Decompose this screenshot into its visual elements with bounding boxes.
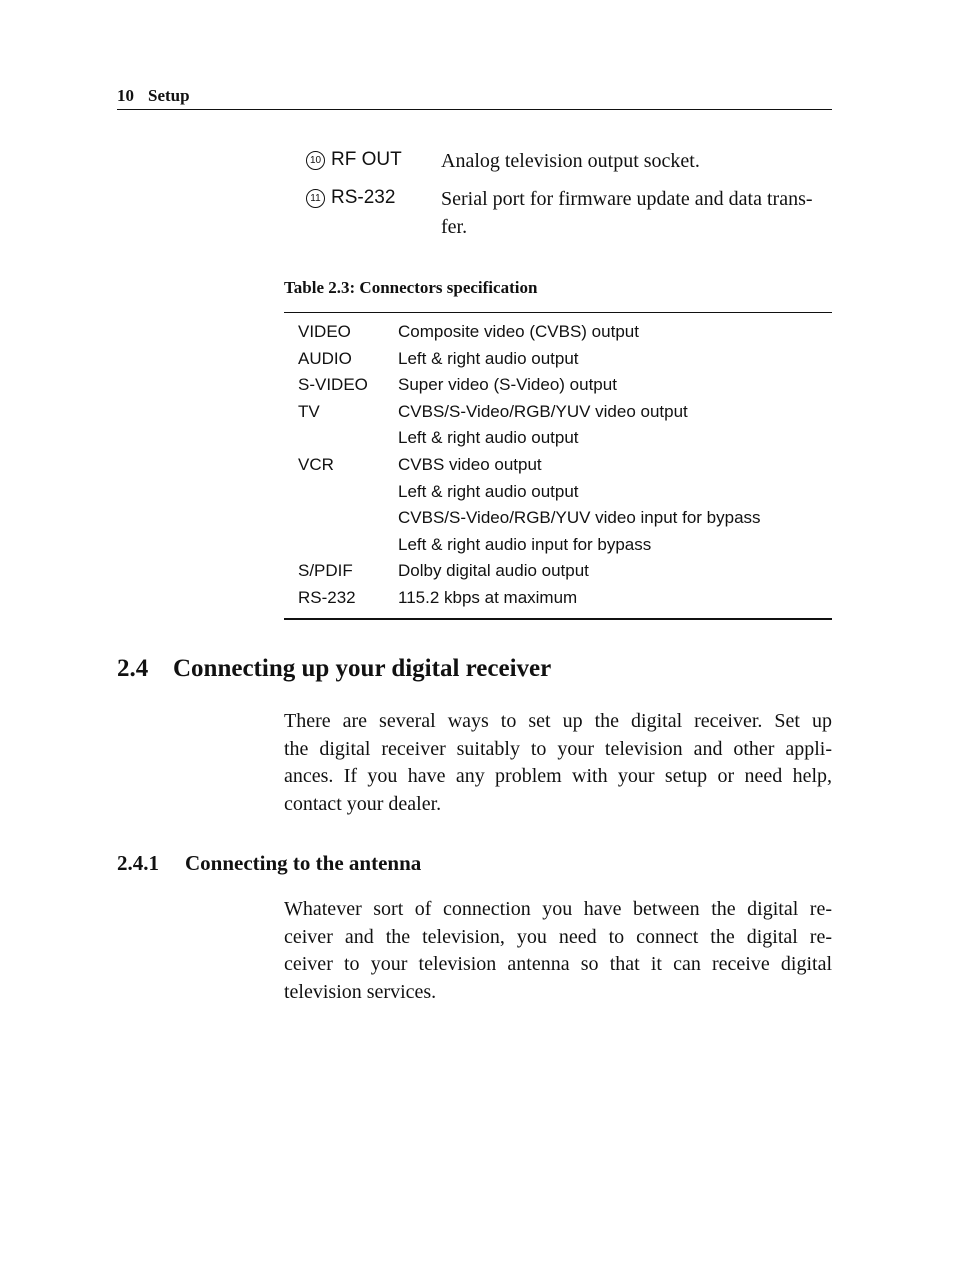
connector-cell: S/PDIF bbox=[298, 561, 353, 581]
table-row bbox=[284, 346, 832, 373]
table-row bbox=[284, 558, 832, 585]
table-row bbox=[284, 585, 832, 612]
subsection-heading bbox=[117, 851, 421, 876]
page-number: 10 bbox=[117, 86, 134, 105]
spec-cell: Dolby digital audio output bbox=[398, 561, 589, 581]
paragraph-line: There are several ways to set up the digital receiver. Set up bbox=[284, 710, 832, 732]
spec-cell: CVBS/S-Video/RGB/YUV video input for bypass bbox=[398, 508, 761, 528]
table-row bbox=[284, 505, 832, 532]
description-line: Analog television output socket. bbox=[441, 150, 700, 172]
description-line: Serial port for firmware update and data trans- bbox=[441, 188, 813, 210]
paragraph-line: the digital receiver suitably to your television and other appli- bbox=[284, 737, 832, 760]
spec-cell: CVBS/S-Video/RGB/YUV video output bbox=[398, 401, 688, 421]
description-line: fer. bbox=[441, 216, 468, 238]
running-head-section: Setup bbox=[148, 86, 190, 105]
connector-label: RS-232 bbox=[331, 187, 396, 208]
circled-number-icon: 11 bbox=[306, 189, 325, 208]
spec-cell: 115.2 kbps at maximum bbox=[398, 587, 578, 607]
spec-cell: Super video (S-Video) output bbox=[398, 375, 617, 395]
paragraph-line: contact your dealer. bbox=[284, 793, 442, 816]
spec-cell: Composite video (CVBS) output bbox=[398, 322, 639, 341]
paragraph-line: Whatever sort of connection you have between the digital re- bbox=[284, 898, 832, 920]
subsection-number: 2.4.1 bbox=[117, 851, 159, 875]
subsection-title: Connecting to the antenna bbox=[185, 851, 422, 875]
spec-cell: Left & right audio output bbox=[398, 481, 579, 501]
spec-cell: Left & right audio output bbox=[398, 428, 579, 448]
section-number: 2.4 bbox=[117, 655, 149, 682]
spec-cell: Left & right audio input for bypass bbox=[398, 534, 652, 554]
connector-label: RF OUT bbox=[331, 149, 402, 170]
connector-cell: TV bbox=[298, 401, 320, 421]
paragraph-line: television services. bbox=[284, 981, 437, 1004]
table-row bbox=[284, 452, 832, 479]
section-paragraph bbox=[284, 708, 832, 819]
section-title: Connecting up your digital receiver bbox=[173, 655, 552, 682]
connectors-list bbox=[306, 147, 866, 251]
connector-cell bbox=[284, 479, 398, 506]
connector-description bbox=[441, 185, 851, 241]
connector-cell bbox=[284, 425, 398, 452]
connector-cell: VCR bbox=[298, 454, 334, 474]
table-row bbox=[284, 372, 832, 399]
connector-cell: S-VIDEO bbox=[298, 375, 368, 395]
table-row bbox=[284, 532, 832, 559]
paragraph-line: ceiver and the television, you need to connect the digital re- bbox=[284, 925, 832, 948]
connector-description bbox=[441, 147, 851, 175]
connector-cell: AUDIO bbox=[298, 348, 352, 368]
connectors-spec-table bbox=[284, 312, 832, 620]
spec-cell: CVBS video output bbox=[398, 454, 542, 474]
circled-number-icon: 10 bbox=[306, 151, 325, 170]
paragraph-line: ances. If you have any problem with your setup or need help, bbox=[284, 765, 832, 788]
running-head bbox=[117, 86, 832, 110]
table-row bbox=[284, 425, 832, 452]
connector-item bbox=[306, 185, 866, 241]
connector-cell: RS-232 bbox=[298, 587, 356, 607]
connector-name bbox=[306, 147, 441, 175]
connector-name bbox=[306, 185, 441, 241]
connector-cell: VIDEO bbox=[298, 322, 351, 341]
table-row bbox=[284, 479, 832, 506]
connector-cell bbox=[284, 505, 398, 532]
table-row bbox=[284, 319, 832, 346]
paragraph-line: ceiver to your television antenna so that it can receive digital bbox=[284, 953, 832, 976]
subsection-paragraph bbox=[284, 896, 832, 1007]
connector-cell bbox=[284, 532, 398, 559]
section-heading bbox=[117, 655, 551, 683]
table-caption: Table 2.3: Connectors specification bbox=[284, 278, 538, 297]
table-row bbox=[284, 399, 832, 426]
spec-cell: Left & right audio output bbox=[398, 348, 579, 368]
connector-item bbox=[306, 147, 866, 175]
